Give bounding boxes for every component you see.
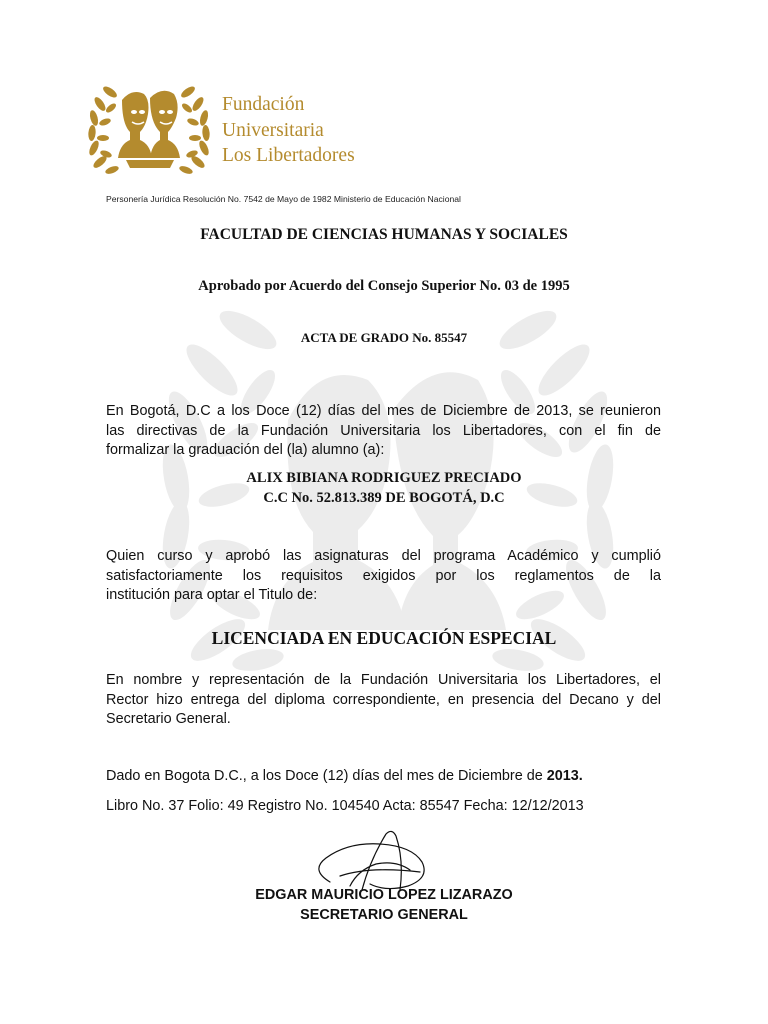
paragraph-line: satisfactoriamente los requisitos exigidos por los reglamentos de la: [106, 567, 661, 584]
faculty-heading: FACULTAD DE CIENCIAS HUMANAS Y SOCIALES: [200, 226, 568, 243]
paragraph-line: las directivas de la Fundación Universitaria los Libertadores, con el fin de: [106, 422, 661, 439]
issued-year: 2013.: [546, 768, 583, 784]
institution-logo: [84, 70, 214, 192]
issued-text: Dado en Bogota D.C., a los Doce (12) días del mes de Diciembre de: [106, 768, 543, 784]
student-id: C.C No. 52.813.389 DE BOGOTÁ, D.C: [263, 490, 505, 506]
intro-paragraph: [106, 402, 661, 461]
registry-line: Libro No. 37 Folio: 49 Registro No. 104540 Acta: 85547 Fecha: 12/12/2013: [106, 798, 584, 814]
paragraph-line: En Bogotá, D.C a los Doce (12) días del mes de Diciembre de 2013, se reunieron: [106, 403, 661, 419]
acta-title: ACTA DE GRADO No. 85547: [300, 330, 468, 345]
degree-title: LICENCIADA EN EDUCACIÓN ESPECIAL: [211, 628, 557, 648]
approval-line: Aprobado por Acuerdo del Consejo Superior No. 03 de 1995: [198, 278, 570, 294]
paragraph-line: Secretario General.: [106, 711, 231, 727]
signatory-name: EDGAR MAURICIO LOPEZ LIZARAZO: [255, 887, 513, 903]
paragraph-line: En nombre y representación de la Fundación Universitaria los Libertadores, el: [106, 672, 661, 688]
institution-name-line: Fundación: [222, 94, 305, 115]
institution-name-line: Universitaria: [222, 119, 324, 141]
institution-name: [222, 92, 355, 169]
paragraph-line: institución para optar el Titulo de:: [106, 587, 318, 603]
issued-statement: [106, 768, 583, 784]
paragraph-line: Rector hizo entrega del diploma correspondiente, en presencia del Decano y del: [106, 691, 661, 708]
representation-paragraph: [106, 671, 661, 730]
legal-note: Personería Jurídica Resolución No. 7542 de Mayo de 1982 Ministerio de Educación Nacional: [106, 194, 461, 204]
paragraph-line: formalizar la graduación del (la) alumno (a):: [106, 442, 385, 458]
completion-paragraph: [106, 547, 661, 606]
institution-name-line: Los Libertadores: [222, 145, 355, 166]
signatory-title: SECRETARIO GENERAL: [300, 907, 468, 923]
student-name: ALIX BIBIANA RODRIGUEZ PRECIADO: [246, 470, 522, 486]
paragraph-line: Quien curso y aprobó las asignaturas del programa Académico y cumplió: [106, 548, 661, 564]
